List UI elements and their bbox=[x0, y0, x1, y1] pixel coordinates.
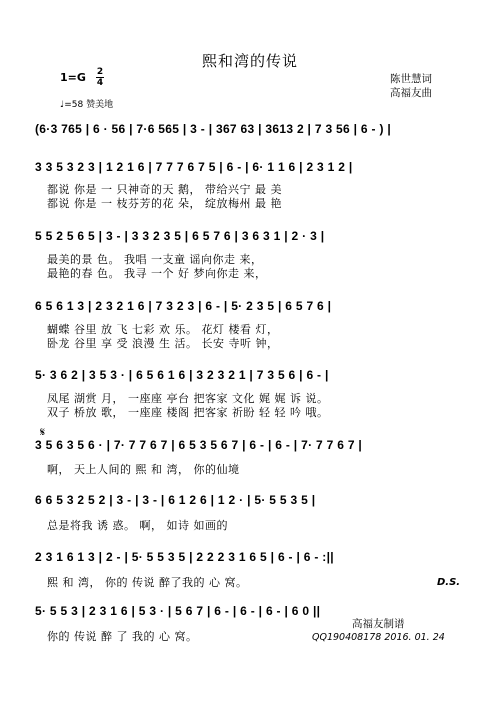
lyric-line: 都说 你是 一 枝芬芳的花 朵， 绽放梅州 最 艳 bbox=[47, 197, 282, 210]
key-signature: 1=G bbox=[60, 71, 86, 84]
lyric-line: 总是将我 诱 惑。 啊， 如诗 如画的 bbox=[47, 519, 228, 532]
notation-line-1: (6·3 765 | 6 · 56 | 7·6 565 | 3 - | 367 63 | 3613 2 | 7 3 56 | 6 - ) | bbox=[35, 122, 392, 136]
lyric-line: 凤尾 湖赏 月， 一座座 亭台 把客家 文化 娓 娓 诉 说。 bbox=[47, 392, 329, 405]
notation-line-4: 6 5 6 1 3 | 2 3 2 1 6 | 7 3 2 3 | 6 - | 5· 2 3 5 | 6 5 7 6 | bbox=[35, 299, 332, 313]
notation-line-6: 3 5 6 3 5 6 · | 7· 7 7 6 7 | 6 5 3 5 6 7 | 6 - | 6 - | 7· 7 7 6 7 | bbox=[35, 438, 363, 452]
meter-top: 2 bbox=[96, 67, 104, 77]
lyric-line: 熙 和 湾， 你的 传说 醉了我的 心 窝。 bbox=[47, 576, 248, 589]
notation-line-8: 2 3 1 6 1 3 | 2 - | 5· 5 5 3 5 | 2 2 2 3 1 6 5 | 6 - | 6 - :|| bbox=[35, 550, 334, 564]
lyric-line: 最美的景 色。 我唱 一支童 谣向你走 来， bbox=[47, 253, 263, 266]
lyric-line: 卧龙 谷里 享 受 浪漫 生 活。 长安 寺听 钟， bbox=[47, 337, 279, 350]
lyric-line: 你的 传说 醉 了 我的 心 窝。 bbox=[47, 630, 198, 643]
time-signature bbox=[96, 67, 104, 88]
song-title: 熙和湾的传说 bbox=[201, 52, 298, 70]
notation-line-9: 5· 5 5 3 | 2 3 1 6 | 5 3 · | 5 6 7 | 6 - | 6 - | 6 - | 6 0 || bbox=[35, 604, 321, 618]
lyric-line: 都说 你是 一 只神奇的天 鹅， 带给兴宁 最 美 bbox=[47, 183, 282, 196]
lyricist: 陈世慧词 bbox=[390, 73, 432, 85]
meter-bottom: 4 bbox=[96, 78, 104, 88]
notation-line-7: 6 6 5 3 2 5 2 | 3 - | 3 - | 6 1 2 6 | 1 2 · | 5· 5 5 3 5 | bbox=[35, 493, 316, 507]
lyric-line: 最艳的春 色。 我寻 一个 好 梦向你走 来， bbox=[47, 267, 267, 280]
notation-line-3: 5 5 2 5 6 5 | 3 - | 3 3 2 3 5 | 6 5 7 6 | 3 6 3 1 | 2 · 3 | bbox=[35, 229, 325, 243]
lyric-line: 双子 桥放 歌， 一座座 楼阁 把客家 祈盼 轻 轻 吟 哦。 bbox=[47, 406, 329, 419]
dal-segno-mark: D.S. bbox=[437, 577, 461, 588]
lyric-line: 蝴蝶 谷里 放 飞 七彩 欢 乐。 花灯 楼看 灯， bbox=[47, 323, 279, 336]
contact-date: QQ190408178 2016. 01. 24 bbox=[312, 632, 445, 643]
notation-line-2: 3 3 5 3 2 3 | 1 2 1 6 | 7 7 7 6 7 5 | 6 - | 6· 1 1 6 | 2 3 1 2 | bbox=[35, 160, 353, 174]
lyric-line: 啊， 天上人间的 熙 和 湾， 你的仙境 bbox=[47, 463, 240, 476]
notation-line-5: 5· 3 6 2 | 3 5 3 · | 6 5 6 1 6 | 3 2 3 2 1 | 7 3 5 6 | 6 - | bbox=[35, 368, 329, 382]
composer: 高福友曲 bbox=[390, 87, 432, 99]
segno-sign: 𝄋 bbox=[40, 425, 46, 439]
tempo-marking: ♩=58 赞美地 bbox=[60, 100, 114, 110]
score-maker: 高福友制谱 bbox=[352, 618, 405, 630]
